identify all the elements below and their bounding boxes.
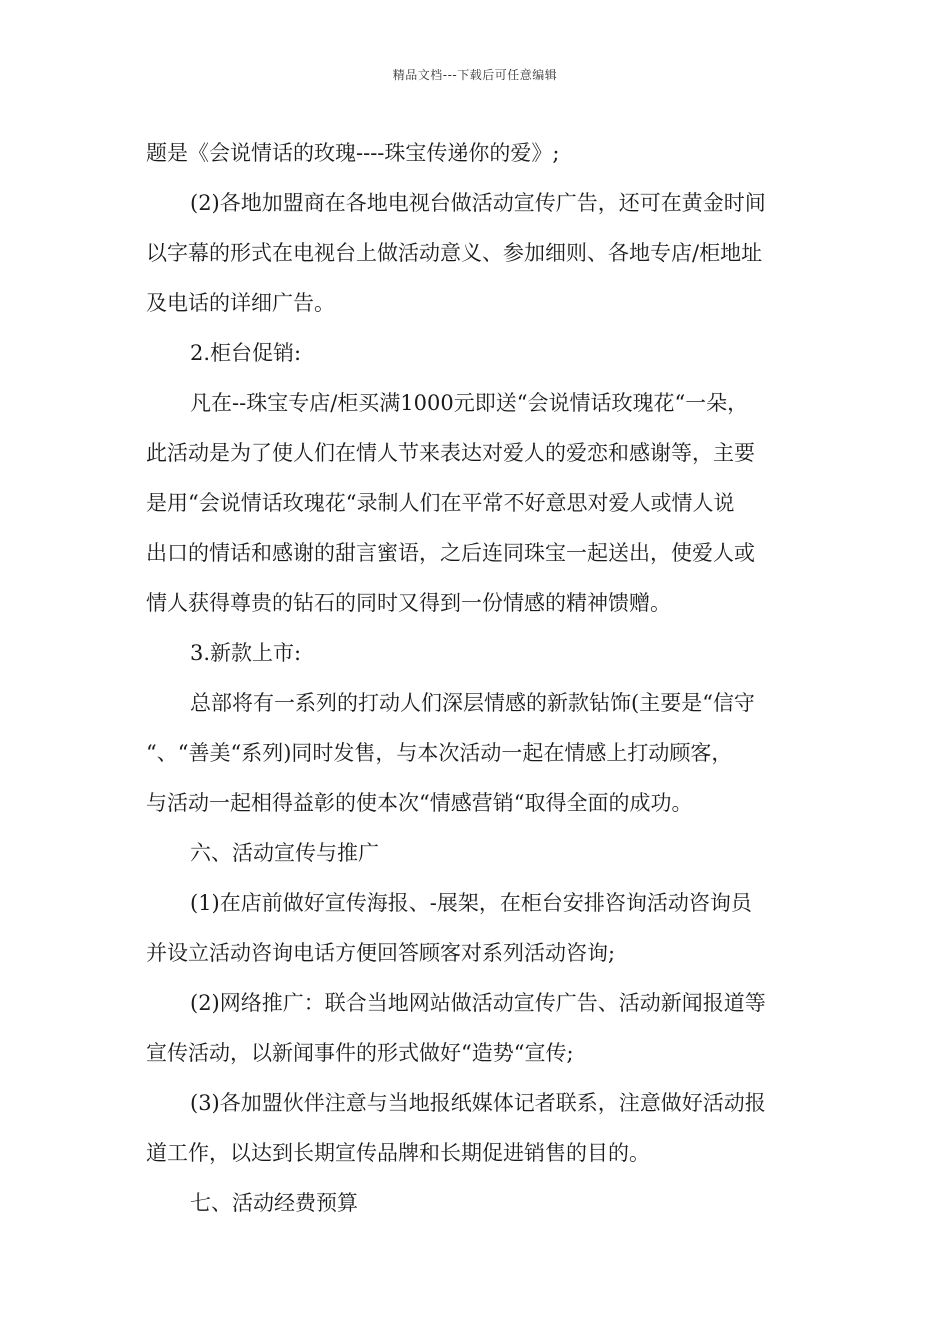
text-line: 与活动一起相得益彰的使本次“情感营销“取得全面的成功。	[146, 791, 693, 815]
text-line: 以字幕的形式在电视台上做活动意义、参加细则、各地专店/柜地址	[146, 241, 763, 265]
text-line: 情人获得尊贵的钻石的同时又得到一份情感的精神馈赠。	[146, 591, 671, 615]
text-line: 六、活动宣传与推广	[190, 841, 379, 865]
text-line: 并设立活动咨询电话方便回答顾客对系列活动咨询;	[146, 941, 616, 965]
text-line: (1)在店前做好宣传海报、-展架，在柜台安排咨询活动咨询员	[190, 891, 752, 915]
text-line: (2)网络推广：联合当地网站做活动宣传广告、活动新闻报道等	[190, 991, 766, 1015]
text-line: (2)各地加盟商在各地电视台做活动宣传广告，还可在黄金时间	[190, 191, 766, 215]
text-line: 题是《会说情话的玫瑰----珠宝传递你的爱》;	[146, 141, 560, 165]
text-line: 出口的情话和感谢的甜言蜜语，之后连同珠宝一起送出，使爱人或	[146, 541, 755, 565]
text-line: 此活动是为了使人们在情人节来表达对爱人的爱恋和感谢等，主要	[146, 441, 755, 465]
text-line: 道工作，以达到长期宣传品牌和长期促进销售的目的。	[146, 1141, 650, 1165]
page-header: 精品文档---下载后可任意编辑	[392, 68, 558, 82]
text-line: “、“善美“系列)同时发售，与本次活动一起在情感上打动顾客，	[146, 741, 733, 765]
text-line: 及电话的详细广告。	[146, 291, 335, 315]
text-line: 总部将有一系列的打动人们深层情感的新款钻饰(主要是“信守	[190, 691, 755, 715]
text-line: 七、活动经费预算	[190, 1191, 358, 1215]
text-line: 宣传活动，以新闻事件的形式做好“造势“宣传;	[146, 1041, 574, 1065]
text-line: 是用“会说情话玫瑰花“录制人们在平常不好意思对爱人或情人说	[146, 491, 735, 515]
text-line: 凡在--珠宝专店/柜买满1000元即送“会说情话玫瑰花“一朵，	[190, 391, 749, 415]
document-body	[146, 128, 826, 1228]
text-line: 2.柜台促销:	[190, 341, 302, 365]
text-line: 3.新款上市:	[190, 641, 302, 665]
text-line: (3)各加盟伙伴注意与当地报纸媒体记者联系，注意做好活动报	[190, 1091, 766, 1115]
